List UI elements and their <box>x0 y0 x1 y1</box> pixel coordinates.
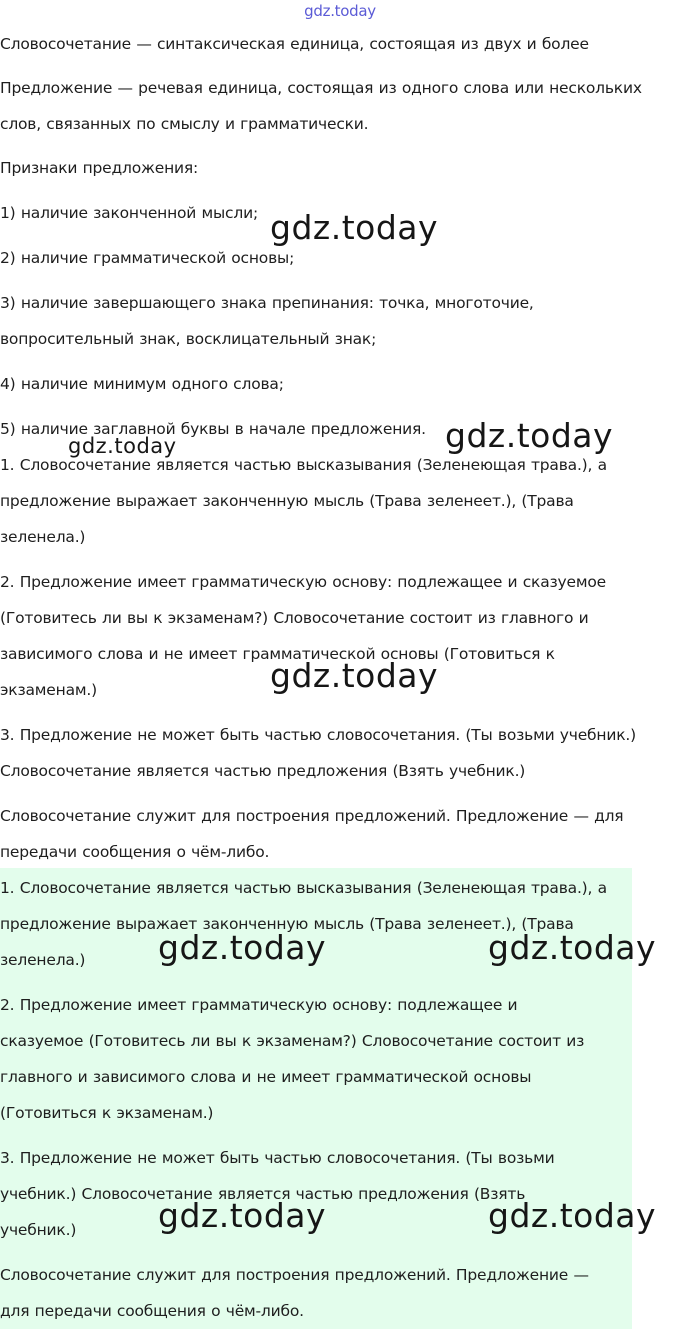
answer-line: Словосочетание является частью предложения (Взять учебник.) <box>0 762 526 780</box>
highlighted-answer-line: (Готовиться к экзаменам.) <box>0 1104 214 1122</box>
header-watermark: gdz.today <box>304 2 376 20</box>
highlighted-answer-line: главного и зависимого слова и не имеет грамматической основы <box>0 1068 532 1086</box>
sign-item: 3) наличие завершающего знака препинания: точка, многоточие, <box>0 294 534 312</box>
highlighted-answer-line: предложение выражает законченную мысль (Трава зеленеет.), (Трава <box>0 915 574 933</box>
watermark: gdz.today <box>158 1196 327 1235</box>
definition-phrase: Словосочетание — синтаксическая единица, состоящая из двух и более <box>0 35 589 53</box>
sign-item: 5) наличие заглавной буквы в начале предложения. <box>0 420 426 438</box>
answer-line: зеленела.) <box>0 528 86 546</box>
highlighted-answer-line: 2. Предложение имеет грамматическую основу: подлежащее и <box>0 996 518 1014</box>
highlighted-answer-line: для передачи сообщения о чём-либо. <box>0 1302 304 1320</box>
highlighted-answer-line: 1. Словосочетание является частью высказывания (Зеленеющая трава.), а <box>0 879 607 897</box>
answer-line: Словосочетание служит для построения предложений. Предложение — для <box>0 807 624 825</box>
watermark: gdz.today <box>270 656 439 695</box>
highlighted-answer-line: зеленела.) <box>0 951 86 969</box>
highlighted-answer-line: учебник.) Словосочетание является частью предложения (Взять <box>0 1185 526 1203</box>
signs-title: Признаки предложения: <box>0 159 199 177</box>
definition-sentence-line: Предложение — речевая единица, состоящая из одного слова или нескольких <box>0 79 642 97</box>
definition-sentence-line: слов, связанных по смыслу и грамматически. <box>0 115 369 133</box>
sign-item: 2) наличие грамматической основы; <box>0 249 295 267</box>
watermark: gdz.today <box>488 928 657 967</box>
sign-item: 1) наличие законченной мысли; <box>0 204 258 222</box>
answer-line: 3. Предложение не может быть частью словосочетания. (Ты возьми учебник.) <box>0 726 636 744</box>
answer-line: (Готовитесь ли вы к экзаменам?) Словосочетание состоит из главного и <box>0 609 589 627</box>
answer-line: зависимого слова и не имеет грамматической основы (Готовиться к <box>0 645 555 663</box>
watermark: gdz.today <box>270 208 439 247</box>
answer-line: передачи сообщения о чём-либо. <box>0 843 270 861</box>
sign-item: вопросительный знак, восклицательный знак; <box>0 330 377 348</box>
highlighted-answer-line: Словосочетание служит для построения предложений. Предложение — <box>0 1266 589 1284</box>
answer-line: предложение выражает законченную мысль (Трава зеленеет.), (Трава <box>0 492 574 510</box>
answer-line: экзаменам.) <box>0 681 97 699</box>
highlighted-answer-line: 3. Предложение не может быть частью словосочетания. (Ты возьми <box>0 1149 555 1167</box>
watermark: gdz.today <box>445 416 614 455</box>
highlighted-answer-line: учебник.) <box>0 1221 77 1239</box>
watermark: gdz.today <box>68 434 177 458</box>
watermark: gdz.today <box>158 928 327 967</box>
highlighted-answer-line: сказуемое (Готовитесь ли вы к экзаменам?) Словосочетание состоит из <box>0 1032 585 1050</box>
answer-line: 2. Предложение имеет грамматическую основу: подлежащее и сказуемое <box>0 573 606 591</box>
sign-item: 4) наличие минимум одного слова; <box>0 375 284 393</box>
watermark: gdz.today <box>488 1196 657 1235</box>
answer-line: 1. Словосочетание является частью высказывания (Зеленеющая трава.), а <box>0 456 607 474</box>
